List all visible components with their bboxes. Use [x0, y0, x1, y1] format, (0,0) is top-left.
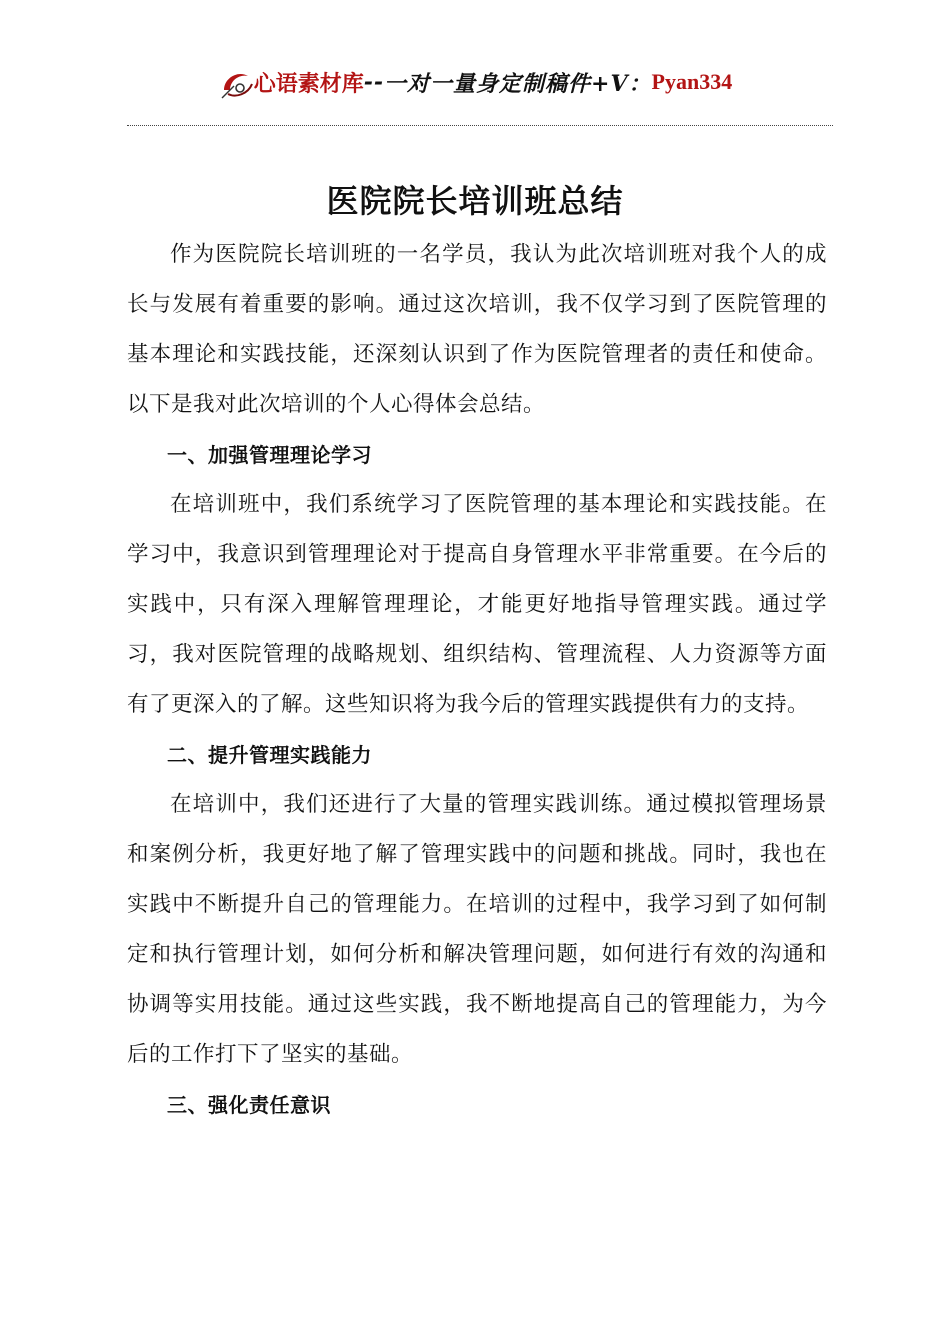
heading-section-1: 一、加强管理理论学习 [167, 443, 372, 467]
document-title: 医院院长培训班总结 [326, 182, 624, 220]
heading-section-3: 三、强化责任意识 [167, 1093, 331, 1117]
paragraph-intro: 作为医院院长培训班的一名学员，我认为此次培训班对我个人的成长与发展有着重要的影响。通过这次培训，我不仅学习到了医院管理的基本理论和实践技能，还深刻认识到了作为医院管理者的责任和使命。以下是我对此次培训的个人心得体会总结。 [127, 242, 827, 417]
header-tagline: 一对一量身定制稿件+V： [384, 70, 652, 97]
paragraph-section-1: 在培训班中，我们系统学习了医院管理的基本理论和实践技能。在学习中，我意识到管理理论对于提高自身管理水平非常重要。在今后的实践中，只有深入理解管理理论，才能更好地指导管理实践。通过学习，我对医院管理的战略规划、组织结构、管理流程、人力资源等方面有了更深入的了解。这些知识将为我今后的管理实践提供有力的支持。 [127, 492, 827, 717]
header-banner [218, 62, 732, 102]
header-brand: 心语素材库 [253, 70, 364, 97]
brand-logo-icon [218, 64, 258, 104]
page-header [0, 62, 950, 102]
header-separator: -- [363, 69, 385, 95]
paragraph-section-2: 在培训中，我们还进行了大量的管理实践训练。通过模拟管理场景和案例分析，我更好地了解了管理实践中的问题和挑战。同时，我也在实践中不断提升自己的管理能力。在培训的过程中，我学习到了如何制定和执行管理计划，如何分析和解决管理问题，如何进行有效的沟通和协调等实用技能。通过这些实践，我不断地提高自己的管理能力，为今后的工作打下了坚实的基础。 [127, 792, 827, 1067]
document-body [127, 230, 827, 1130]
heading-section-2: 二、提升管理实践能力 [167, 743, 372, 767]
header-contact-id: Pyan334 [651, 69, 733, 94]
header-divider [127, 125, 833, 126]
